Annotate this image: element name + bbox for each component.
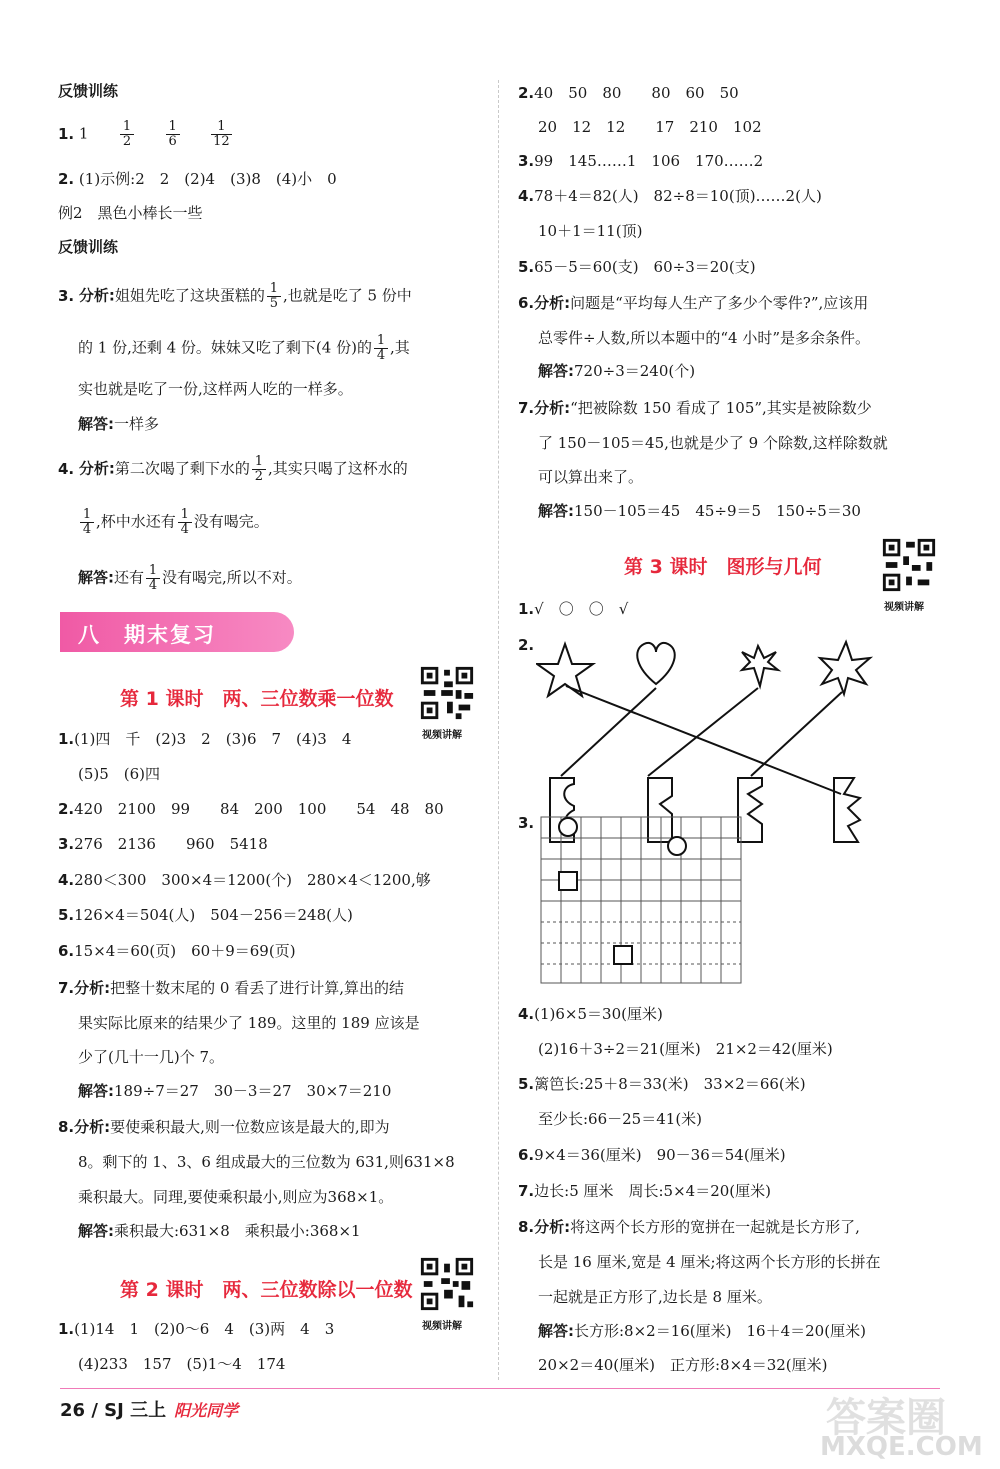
g-q1 bbox=[518, 598, 628, 620]
fraction: $\frac{1}{2}$ bbox=[121, 120, 133, 149]
l1-q3 bbox=[58, 833, 268, 855]
page-number: 26 / SJ 三上 bbox=[60, 1400, 167, 1421]
g-q8b: 长是 16 厘米,宽是 4 厘米;将这两个长方形的长拼在 bbox=[538, 1253, 881, 1271]
l1-q2 bbox=[58, 798, 444, 820]
question-number: 4. bbox=[518, 1005, 535, 1023]
half-leaf-shape bbox=[834, 778, 860, 842]
analysis-label: 分析: bbox=[534, 1218, 571, 1236]
column-divider bbox=[498, 80, 499, 1380]
qr-caption: 视频讲解 bbox=[422, 730, 462, 741]
circle-shape bbox=[559, 818, 577, 836]
chapter-banner bbox=[60, 612, 294, 652]
l1-q8c: 乘积最大。同理,要使乘积最小,则应为368×1。 bbox=[78, 1188, 394, 1206]
l1-q8b: 8。剩下的 1、3、6 组成最大的三位数为 631,则631×8 bbox=[78, 1153, 455, 1171]
r-q5 bbox=[518, 256, 756, 278]
answer-text: 150－105＝45 45÷9＝5 150÷5＝30 bbox=[574, 502, 861, 520]
answer-text: √ 〇 〇 √ bbox=[534, 600, 629, 618]
answer-text: “把被除数 150 看成了 105”,其实是被除数少 bbox=[570, 399, 872, 417]
question-number: 2. bbox=[58, 170, 75, 188]
example-2: 例2 黑色小棒长一些 bbox=[58, 204, 203, 222]
question-number: 6. bbox=[518, 294, 535, 312]
answer-text: 将这两个长方形的宽拼在一起就是长方形了, bbox=[570, 1218, 860, 1236]
question-number: 3. bbox=[518, 814, 535, 832]
question-number: 7. bbox=[518, 1182, 535, 1200]
r-q7-answer bbox=[538, 500, 861, 522]
q3-line-3: 实也就是吃了一份,这样两人吃的一样多。 bbox=[78, 380, 353, 398]
g-q8-answer-2: 20×2＝40(厘米) 正方形:8×4＝32(厘米) bbox=[538, 1356, 828, 1374]
g-q2-number bbox=[518, 634, 534, 656]
r-q4b: 10＋1＝11(顶) bbox=[538, 222, 643, 240]
fraction: $\frac{1}{2}$ bbox=[253, 455, 265, 484]
q3-text: ,也就是吃了 5 份中 bbox=[282, 286, 412, 305]
question-number: 5. bbox=[58, 906, 75, 924]
l1-q1 bbox=[58, 728, 351, 750]
q3-text: 的 1 份,还剩 4 份。妹妹又吃了剩下(4 份)的 bbox=[78, 338, 372, 357]
q3-text: 姐姐先吃了这块蛋糕的 bbox=[114, 286, 265, 305]
qr-caption: 视频讲解 bbox=[422, 1321, 462, 1332]
leaf-shape bbox=[820, 642, 870, 694]
g-q8-answer bbox=[538, 1320, 866, 1342]
answer-text: 乘积最大:631×8 乘积最小:368×1 bbox=[114, 1222, 361, 1240]
question-number: 1. bbox=[58, 1320, 75, 1338]
answer-label: 解答: bbox=[78, 1222, 114, 1240]
qr-caption: 视频讲解 bbox=[884, 602, 924, 613]
answer-text: 还有 bbox=[114, 568, 145, 587]
answer-text: (1)四 千 (2)3 2 (3)6 7 (4)3 4 bbox=[74, 730, 352, 748]
fraction: $\frac{1}{12}$ bbox=[213, 119, 230, 149]
question-number: 8. bbox=[518, 1218, 535, 1236]
question-number: 7. bbox=[58, 979, 75, 997]
g-q8a bbox=[518, 1216, 860, 1238]
question-number: 6. bbox=[518, 1146, 535, 1164]
question-number: 5. bbox=[518, 258, 535, 276]
question-number: 2. bbox=[518, 84, 535, 102]
page-footer bbox=[60, 1396, 238, 1422]
question-number: 3. bbox=[58, 835, 75, 853]
g-q5b: 至少长:66－25＝41(米) bbox=[538, 1110, 703, 1128]
square-shape bbox=[559, 872, 577, 890]
analysis-label: 分析: bbox=[534, 294, 571, 312]
g-q5a bbox=[518, 1073, 806, 1095]
question-number: 3. bbox=[58, 286, 75, 305]
r-q7c: 可以算出来了。 bbox=[538, 468, 644, 486]
answer-text: (1)14 1 (2)0～6 4 (3)两 4 3 bbox=[74, 1320, 335, 1338]
answer-label: 解答: bbox=[538, 362, 574, 380]
answer-text: 280＜300 300×4＝1200(个) 280×4＜1200,够 bbox=[74, 871, 431, 889]
l1-q4 bbox=[58, 869, 431, 891]
question-number: 3. bbox=[518, 152, 535, 170]
q4-line-2 bbox=[78, 508, 269, 537]
feedback-heading-2: 反馈训练 bbox=[58, 238, 119, 256]
lesson-1-title: 第 1 课时 两、三位数乘一位数 bbox=[120, 688, 394, 710]
l1-q7b: 果实际比原来的结果少了 189。这里的 189 应该是 bbox=[78, 1014, 420, 1032]
r-q6b: 总零件÷人数,所以本题中的“4 小时”是多余条件。 bbox=[538, 329, 870, 347]
feedback-heading: 反馈训练 bbox=[58, 82, 119, 100]
question-number: 4. bbox=[58, 459, 75, 478]
l1-q8-answer bbox=[78, 1220, 361, 1242]
q4-text: ,杯中水还有 bbox=[96, 512, 176, 531]
l1-q8a bbox=[58, 1116, 390, 1138]
answer-text: 问题是“平均每人生产了多少个零件?”,应该用 bbox=[570, 294, 869, 312]
fraction: $\frac{1}{4}$ bbox=[81, 508, 93, 537]
qr-code-icon[interactable] bbox=[418, 664, 476, 722]
answer-text: 420 2100 99 84 200 100 54 48 80 bbox=[74, 800, 444, 818]
watermark-logo: 答案圈 bbox=[826, 1395, 946, 1441]
square-shape bbox=[614, 946, 632, 964]
question-number: 5. bbox=[518, 1075, 535, 1093]
analysis-label: 分析: bbox=[74, 1118, 111, 1136]
question-number: 8. bbox=[58, 1118, 75, 1136]
circle-shape bbox=[668, 837, 686, 855]
watermark-url: MXQE.COM bbox=[820, 1432, 983, 1462]
fraction: $\frac{1}{4}$ bbox=[147, 564, 159, 593]
analysis-label: 分析: bbox=[534, 399, 571, 417]
q1-line bbox=[58, 120, 234, 149]
q4-text: 第二次喝了剩下水的 bbox=[114, 459, 250, 478]
qr-code-icon[interactable] bbox=[418, 1255, 476, 1313]
answer-text: 78＋4＝82(人) 82÷8＝10(顶)……2(人) bbox=[534, 187, 822, 205]
fraction: $\frac{1}{5}$ bbox=[268, 282, 280, 311]
answer-text: (1)6×5＝30(厘米) bbox=[534, 1005, 663, 1023]
brand-logo: 阳光同学 bbox=[174, 1401, 239, 1420]
answer-text: 65－5＝60(支) 60÷3＝20(支) bbox=[534, 258, 756, 276]
answer-label: 解答: bbox=[78, 1082, 114, 1100]
r-q3 bbox=[518, 150, 763, 172]
match-line bbox=[561, 688, 656, 776]
answer-text: 篱笆长:25＋8＝33(米) 33×2＝66(米) bbox=[534, 1075, 806, 1093]
g-q7 bbox=[518, 1180, 771, 1202]
answer-text: 要使乘积最大,则一位数应该是最大的,即为 bbox=[110, 1118, 390, 1136]
l2-q1b: (4)233 157 (5)1～4 174 bbox=[78, 1355, 286, 1373]
l1-q5 bbox=[58, 904, 353, 926]
answer-text: 边长:5 厘米 周长:5×4＝20(厘米) bbox=[534, 1182, 772, 1200]
answer-label: 解答: bbox=[538, 1322, 574, 1340]
question-number: 1. bbox=[58, 730, 75, 748]
match-line bbox=[648, 688, 758, 776]
q3-line-2 bbox=[78, 334, 410, 363]
answer-text: 99 145……1 106 170……2 bbox=[534, 152, 764, 170]
answer-text: 9×4＝36(厘米) 90－36＝54(厘米) bbox=[534, 1146, 786, 1164]
q3-text: ,其 bbox=[389, 338, 410, 357]
chapter-title: 八 期末复习 bbox=[78, 623, 216, 647]
carrot-shape bbox=[742, 646, 778, 686]
q3-answer bbox=[78, 413, 159, 435]
r-q6-answer bbox=[538, 360, 695, 382]
g-q3-number bbox=[518, 812, 534, 834]
answer-text: 189÷7＝27 30－3＝27 30×7＝210 bbox=[114, 1082, 392, 1100]
answer-text: 720÷3＝240(个) bbox=[574, 362, 696, 380]
l1-q1b: (5)5 (6)四 bbox=[78, 765, 161, 783]
fraction: $\frac{1}{4}$ bbox=[179, 508, 191, 537]
answer-text: 一样多 bbox=[114, 415, 160, 433]
analysis-label: 分析: bbox=[78, 459, 115, 478]
q4-text: ,其实只喝了这杯水的 bbox=[267, 459, 408, 478]
r-q2b: 20 12 12 17 210 102 bbox=[538, 118, 762, 136]
question-number: 4. bbox=[58, 871, 75, 889]
shape-matching-figure bbox=[536, 636, 876, 796]
q4-line-1 bbox=[58, 455, 408, 484]
r-q4a bbox=[518, 185, 822, 207]
answer-text: 长方形:8×2＝16(厘米) 16＋4＝20(厘米) bbox=[574, 1322, 866, 1340]
answer-text: 15×4＝60(页) 60＋9＝69(页) bbox=[74, 942, 296, 960]
star-shape bbox=[537, 644, 593, 696]
grid-figure bbox=[540, 816, 746, 986]
question-number: 6. bbox=[58, 942, 75, 960]
qr-code-icon[interactable] bbox=[880, 536, 938, 594]
question-number: 1. bbox=[518, 600, 535, 618]
question-number: 4. bbox=[518, 187, 535, 205]
l1-q7-answer bbox=[78, 1080, 391, 1102]
q4-answer bbox=[78, 564, 302, 593]
question-number: 2. bbox=[58, 800, 75, 818]
lesson-2-title: 第 2 课时 两、三位数除以一位数 bbox=[120, 1279, 413, 1301]
answer-text: 126×4＝504(人) 504－256＝248(人) bbox=[74, 906, 353, 924]
g-q8c: 一起就是正方形了,边长是 8 厘米。 bbox=[538, 1288, 772, 1306]
question-number: 2. bbox=[518, 636, 535, 654]
answer-text: 40 50 80 80 60 50 bbox=[534, 84, 739, 102]
q2-line bbox=[58, 168, 337, 190]
r-q6a bbox=[518, 292, 868, 314]
answer-text: 276 2136 960 5418 bbox=[74, 835, 268, 853]
analysis-label: 分析: bbox=[78, 286, 115, 305]
l1-q6 bbox=[58, 940, 296, 962]
answer-label: 解答: bbox=[78, 568, 114, 587]
r-q7b: 了 150－105＝45,也就是少了 9 个除数,这样除数就 bbox=[538, 434, 888, 452]
analysis-label: 分析: bbox=[74, 979, 111, 997]
l1-q7a bbox=[58, 977, 404, 999]
r-q7a bbox=[518, 397, 872, 419]
answer-text: 把整十数末尾的 0 看丢了进行计算,算出的结 bbox=[110, 979, 404, 997]
footer-rule bbox=[60, 1388, 940, 1389]
l1-q7c: 少了(几十一几)个 7。 bbox=[78, 1048, 225, 1066]
answer-label: 解答: bbox=[538, 502, 574, 520]
q2-text: (1)示例:2 2 (2)4 (3)8 (4)小 0 bbox=[78, 170, 337, 188]
l2-q1 bbox=[58, 1318, 334, 1340]
r-q2a bbox=[518, 82, 739, 104]
q1-text: 1 bbox=[78, 124, 89, 143]
fraction: $\frac{1}{6}$ bbox=[167, 120, 179, 149]
g-q4a bbox=[518, 1003, 663, 1025]
lesson-3-title: 第 3 课时 图形与几何 bbox=[624, 556, 822, 578]
question-number: 7. bbox=[518, 399, 535, 417]
g-q4b: (2)16＋3÷2＝21(厘米) 21×2＝42(厘米) bbox=[538, 1040, 833, 1058]
heart-shape bbox=[637, 643, 675, 684]
g-q6 bbox=[518, 1144, 786, 1166]
answer-text: 没有喝完,所以不对。 bbox=[162, 568, 302, 587]
match-line bbox=[751, 692, 842, 776]
answer-label: 解答: bbox=[78, 415, 114, 433]
q4-text: 没有喝完。 bbox=[193, 512, 269, 531]
question-number: 1. bbox=[58, 124, 75, 143]
q3-line-1 bbox=[58, 282, 412, 311]
fraction: $\frac{1}{4}$ bbox=[375, 334, 387, 363]
